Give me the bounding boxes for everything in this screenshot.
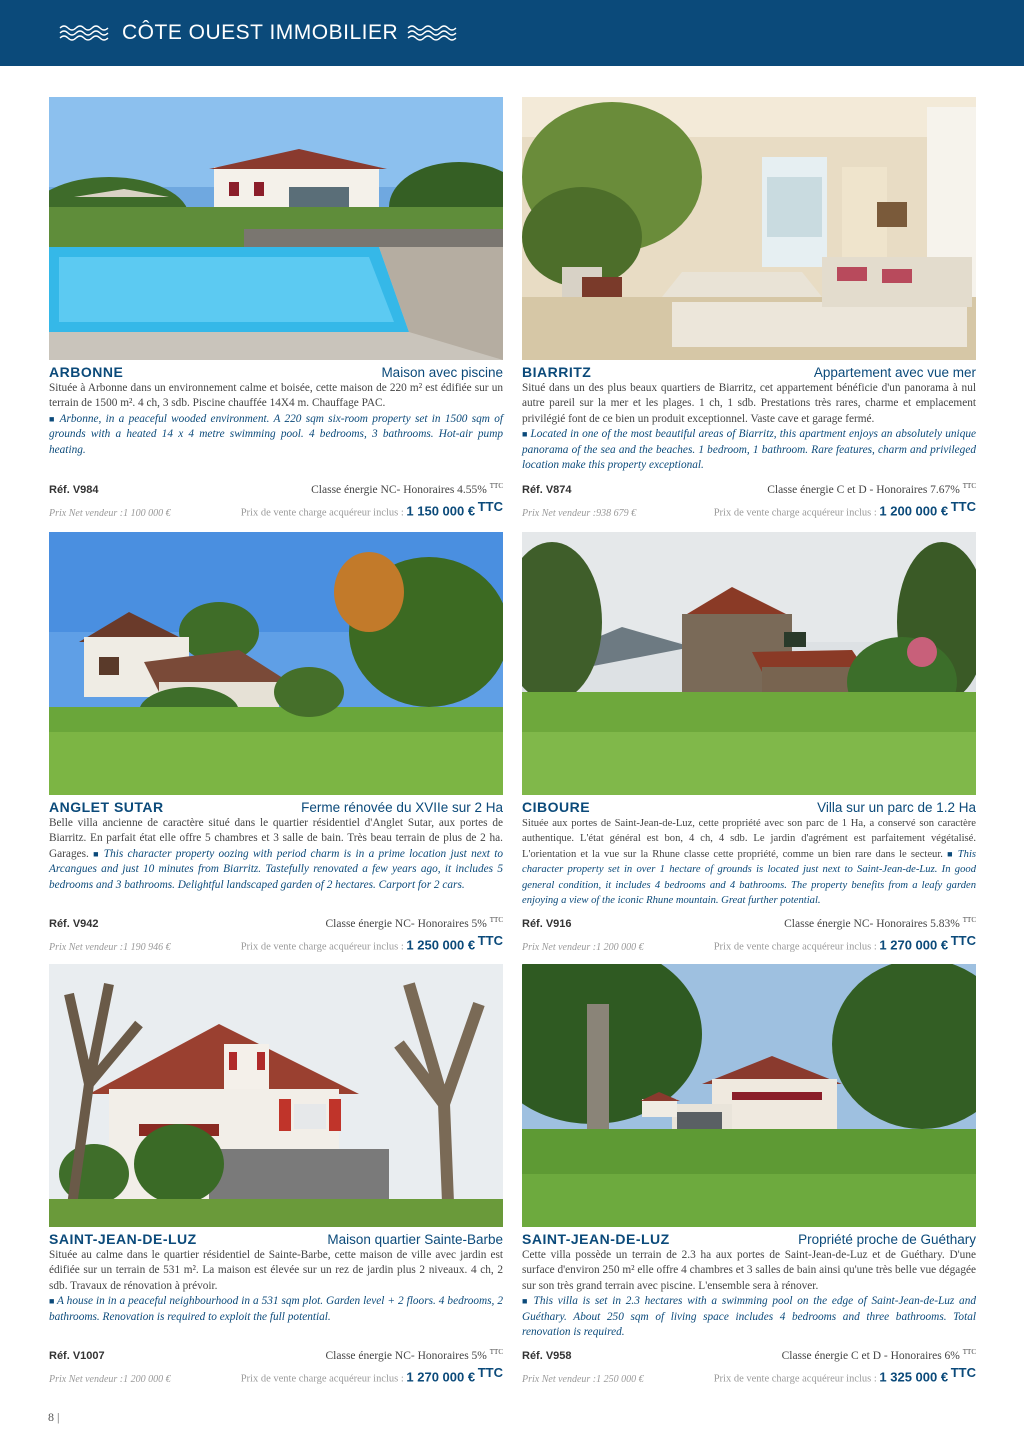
page-header [0, 0, 1024, 66]
listing-description [49, 1248, 503, 1325]
sale-price-label: Prix de vente charge acquéreur inclus : [240, 1373, 404, 1385]
description-fr: Située aux portes de Saint-Jean-de-Luz, cette propriété avec son parc de 1 Ha, a conservé son caractère authentique. L'état général est bon, 4 ch, 4 sdb. Le jardin d'agrément est parfaitement végétalisé. L'orientation et la vue sur la Rhune classe cette propriété, comme un bien rare dans le secteur. [522, 818, 976, 860]
energy-fees: Classe énergie NC- Honoraires 5.83% $^{TTC}$ [784, 916, 976, 930]
listing-city: CIBOURE [522, 799, 591, 815]
sale-price-block: Prix de vente charge acquéreur inclus : 1 200 000 € $^{TTC}$ [713, 499, 976, 519]
property-photo[interactable] [522, 97, 976, 360]
sale-price-label: Prix de vente charge acquéreur inclus : [713, 941, 877, 953]
listing-card[interactable] [522, 964, 976, 1384]
net-seller-price: Prix Net vendeur :1 250 000 € [522, 1373, 644, 1385]
price-row [522, 933, 976, 953]
price-row [49, 1365, 503, 1385]
listing-city: SAINT-JEAN-DE-LUZ [49, 1231, 197, 1247]
price-row [49, 499, 503, 519]
description-en: This character property oozing with period charm is in a prime location just next to Arcangues and just 10 minutes from Biarritz. Tastefully renovated a few years ago, it includes 5 bedrooms and 3 bathrooms. Delightful landscaped garden of 2 hectares. Carport for 2 cars. [49, 847, 504, 891]
english-marker-icon: ■ [522, 429, 531, 440]
sale-price: 1 270 000 € [406, 1369, 476, 1385]
net-seller-price: Prix Net vendeur :938 679 € [522, 507, 637, 519]
english-marker-icon: ■ [49, 1296, 57, 1307]
listing-card[interactable] [522, 532, 976, 952]
reference-number: Réf. V942 [49, 917, 99, 930]
sale-price: 1 250 000 € [406, 937, 476, 953]
listing-city: ARBONNE [49, 364, 124, 380]
reference-row [522, 1348, 976, 1362]
brand [58, 21, 462, 45]
sale-price-label: Prix de vente charge acquéreur inclus : [240, 507, 404, 519]
listing-type: Propriété proche de Guéthary [798, 1232, 976, 1247]
reference-row [522, 482, 976, 496]
energy-fees: Classe énergie NC- Honoraires 5% $^{TTC}$ [325, 916, 503, 930]
price-row [522, 499, 976, 519]
description-en: A house in in a peaceful neighbourhood in a 531 sqm plot. Garden level + 2 floors. 4 bedrooms, 2 bathrooms. Renovation is required to exploit the full potential. [49, 1295, 504, 1323]
sale-price-label: Prix de vente charge acquéreur inclus : [240, 941, 404, 953]
listing-card[interactable] [49, 532, 503, 952]
listing-description [522, 816, 976, 908]
description-en: Arbonne, in a peaceful wooded environment. A 220 sqm six-room property set in 1500 sqm of grounds with a heated 14 x 4 metre swimming pool. 4 bedrooms, 3 bathrooms. Hot-air pump heating. [49, 412, 503, 456]
listing-type: Villa sur un parc de 1.2 Ha [817, 800, 976, 815]
sale-price-block: Prix de vente charge acquéreur inclus : 1 270 000 € $^{TTC}$ [240, 1365, 503, 1385]
sale-price: 1 150 000 € [406, 503, 476, 519]
reference-number: Réf. V958 [522, 1349, 572, 1362]
brand-title: CÔTE OUEST IMMOBILIER [122, 21, 399, 44]
listing-city: BIARRITZ [522, 364, 592, 380]
property-photo[interactable] [49, 532, 503, 795]
listing-type: Maison avec piscine [381, 365, 503, 380]
description-fr: Située à Arbonne dans un environnement calme et boisée, cette maison de 220 m² est édifiée sur un terrain de 1500 m². 4 ch, 3 sdb. Piscine chauffée 14X4 m. Chauffage PAC. [49, 382, 503, 410]
description-fr: Située au calme dans le quartier résidentiel de Sainte-Barbe, cette maison de ville avec jardin est édifiée sur un terrain de 531 m². La maison est élevée sur un rez de jardin plus 2 niveaux. 4 ch, 2 sdb. Travaux de rénovation à prévoir. [49, 1249, 503, 1292]
english-marker-icon: ■ [947, 848, 958, 859]
reference-number: Réf. V916 [522, 917, 572, 930]
price-row [49, 933, 503, 953]
waves-icon [406, 24, 462, 42]
english-marker-icon: ■ [93, 848, 104, 859]
property-photo[interactable] [49, 964, 503, 1227]
listing-type: Appartement avec vue mer [813, 365, 976, 380]
reference-row [49, 1348, 503, 1362]
reference-row [522, 916, 976, 930]
sale-price: 1 270 000 € [879, 937, 949, 953]
property-photo[interactable] [522, 532, 976, 795]
listing-type: Maison quartier Sainte-Barbe [327, 1232, 503, 1247]
energy-fees: Classe énergie NC- Honoraires 4.55% $^{TTC}$ [311, 482, 503, 496]
energy-fees: Classe énergie NC- Honoraires 5% $^{TTC}$ [325, 1348, 503, 1362]
price-row [522, 1365, 976, 1385]
sale-price-block: Prix de vente charge acquéreur inclus : 1 270 000 € $^{TTC}$ [713, 933, 976, 953]
description-fr: Belle villa ancienne de caractère situé dans le quartier résidentiel d'Anglet Sutar, aux portes de Biarritz. En parfait état elle offre 5 chambres et 3 salle de bain. Très beau terrain de plus de 2 ha. Garages. [49, 817, 503, 860]
listing-card[interactable] [522, 97, 976, 517]
listing-city: ANGLET SUTAR [49, 799, 164, 815]
sale-price: 1 325 000 € [879, 1369, 949, 1385]
net-seller-price: Prix Net vendeur :1 200 000 € [49, 1373, 171, 1385]
reference-number: Réf. V984 [49, 483, 99, 496]
listing-description [522, 381, 976, 473]
sale-price: 1 200 000 € [879, 503, 949, 519]
listing-city: SAINT-JEAN-DE-LUZ [522, 1231, 670, 1247]
sale-price-block: Prix de vente charge acquéreur inclus : 1 325 000 € $^{TTC}$ [713, 1365, 976, 1385]
description-en: This character property set in over 1 hectare of grounds is located just next to Saint-Jean-de-Luz. In good general condition, it includes 4 bedrooms and 4 bathrooms. The property benefits from a leafy garden enjoying a view of the iconic Rhune mountain. Great further potential. [522, 848, 977, 907]
description-fr: Cette villa possède un terrain de 2.3 ha aux portes de Saint-Jean-de-Luz et de Guéthary. D'une surface d'environ 250 m² elle offre 4 chambres et 3 salles de bain ainsi qu'une très belle vue dégagée sur son très grand terrain avec piscine. L'ensemble sera à rénover. [522, 1249, 976, 1292]
reference-row [49, 916, 503, 930]
energy-fees: Classe énergie C et D - Honoraires 6% $^{TTC}$ [781, 1348, 976, 1362]
listing-type: Ferme rénovée du XVIIe sur 2 Ha [301, 800, 503, 815]
page-number: 8 | [48, 1410, 60, 1424]
english-marker-icon: ■ [49, 413, 60, 424]
property-photo[interactable] [522, 964, 976, 1227]
net-seller-price: Prix Net vendeur :1 200 000 € [522, 941, 644, 953]
sale-price-block: Prix de vente charge acquéreur inclus : 1 250 000 € $^{TTC}$ [240, 933, 503, 953]
description-en: Located in one of the most beautiful areas of Biarritz, this apartment enjoys an absolutely unique panorama of the sea and the beaches. 1 bedroom, 1 bathroom. Rare features, charm and privileged location make this property exceptional. [522, 428, 977, 472]
sale-price-label: Prix de vente charge acquéreur inclus : [713, 1373, 877, 1385]
description-en: This villa is set in 2.3 hectares with a swimming pool on the edge of Saint-Jean-de-Luz and Guéthary. About 250 sqm of living space includes 4 bedrooms and three bathrooms. Total renovation is required. [522, 1295, 976, 1339]
sale-price-block: Prix de vente charge acquéreur inclus : 1 150 000 € $^{TTC}$ [240, 499, 503, 519]
net-seller-price: Prix Net vendeur :1 190 946 € [49, 941, 171, 953]
listing-description [49, 381, 503, 458]
reference-row [49, 482, 503, 496]
listing-card[interactable] [49, 964, 503, 1384]
reference-number: Réf. V1007 [49, 1349, 105, 1362]
listing-description [49, 816, 503, 893]
english-marker-icon: ■ [522, 1296, 534, 1307]
listing-description [522, 1248, 976, 1340]
sale-price-label: Prix de vente charge acquéreur inclus : [713, 507, 877, 519]
energy-fees: Classe énergie C et D - Honoraires 7.67% $^{TTC}$ [767, 482, 976, 496]
property-photo[interactable] [49, 97, 503, 360]
waves-icon [58, 24, 114, 42]
net-seller-price: Prix Net vendeur :1 100 000 € [49, 507, 171, 519]
description-fr: Situé dans un des plus beaux quartiers de Biarritz, cet appartement bénéficie d'un panorama à nul autre pareil sur la mer et les plages. 1 ch, 1 sdb. Prestations très rares, charme et emplacement privilégié font de ce bien un produit exceptionnel. Vaste cave et garage fermé. [522, 382, 976, 425]
reference-number: Réf. V874 [522, 483, 572, 496]
listing-card[interactable] [49, 97, 503, 517]
